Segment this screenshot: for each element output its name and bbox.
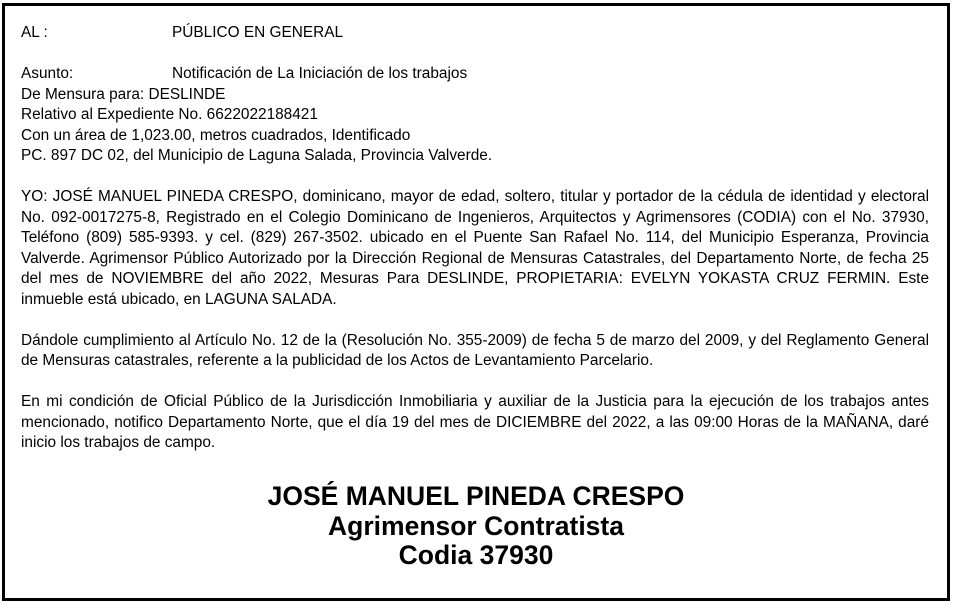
file-number-line: Relativo al Expediente No. 6622022188421 — [21, 106, 318, 123]
recipient-row — [21, 23, 929, 44]
subject-value: Notificación de La Iniciación de los trabajos — [172, 65, 468, 82]
notice-frame — [2, 3, 950, 601]
spacer — [21, 372, 929, 393]
spacer — [21, 167, 929, 188]
area-line: Con un área de 1,023.00, metros cuadrados, Identificado — [21, 126, 411, 144]
signature-block — [8, 482, 944, 571]
signature-title: Agrimensor Contratista — [328, 510, 624, 541]
signature-name: JOSÉ MANUEL PINEDA CRESPO — [267, 481, 685, 511]
survey-type-line: De Mensura para: DESLINDE — [21, 85, 226, 103]
subject-row — [21, 64, 929, 85]
notification-paragraph: En mi condición de Oficial Público de la Jurisdicción Inmobiliaria y auxiliar de la Justicia para la ejecución de los trabajos antes mencionado, notifico Departamento Norte, que el día 19 del mes de DICIEMBRE del 2022, a las 09:00 Horas de la MAÑANA, daré inicio los trabajos de campo. — [21, 393, 929, 451]
recipient-value: PÚBLICO EN GENERAL — [172, 24, 344, 41]
parcel-line: PC. 897 DC 02, del Municipio de Laguna Salada, Provincia Valverde. — [21, 147, 493, 164]
subject-label: Asunto: — [21, 65, 74, 82]
recipient-label: AL : — [21, 24, 48, 41]
notice-content — [21, 23, 929, 454]
spacer — [21, 44, 929, 65]
declaration-paragraph: YO: JOSÉ MANUEL PINEDA CRESPO, dominicano, mayor de edad, soltero, titular y portador de la cédula de identidad y electoral No. 092-0017275-8, Registrado en el Colegio Dominicano de Ingenieros, Arquitectos y Agrimensores (CODIA) con el No. 37930, Teléfono (809) 585-9393. y cel. (829) 267-3502. ubicado en el Puente San Rafael No. 114, del Municipio Esperanza, Provincia Valverde. Agrimensor Público Autorizado por la Dirección Regional de Mensuras Catastrales, del Departamento Norte, de fecha 25 del mes de NOVIEMBRE del año 2022, Mesuras Para DESLINDE, PROPIETARIA: EVELYN YOKASTA CRUZ FERMIN. Este inmueble está ubicado, en LAGUNA SALADA. — [21, 188, 929, 308]
spacer — [21, 310, 929, 331]
signature-registration: Codia 37930 — [398, 540, 554, 570]
compliance-paragraph: Dándole cumplimiento al Artículo No. 12 de la (Resolución No. 355-2009) de fecha 5 de marzo del 2009, y del Reglamento General de Mensuras catastrales, referente a la publicidad de los Actos de Levantamiento Parcelario. — [21, 331, 929, 369]
